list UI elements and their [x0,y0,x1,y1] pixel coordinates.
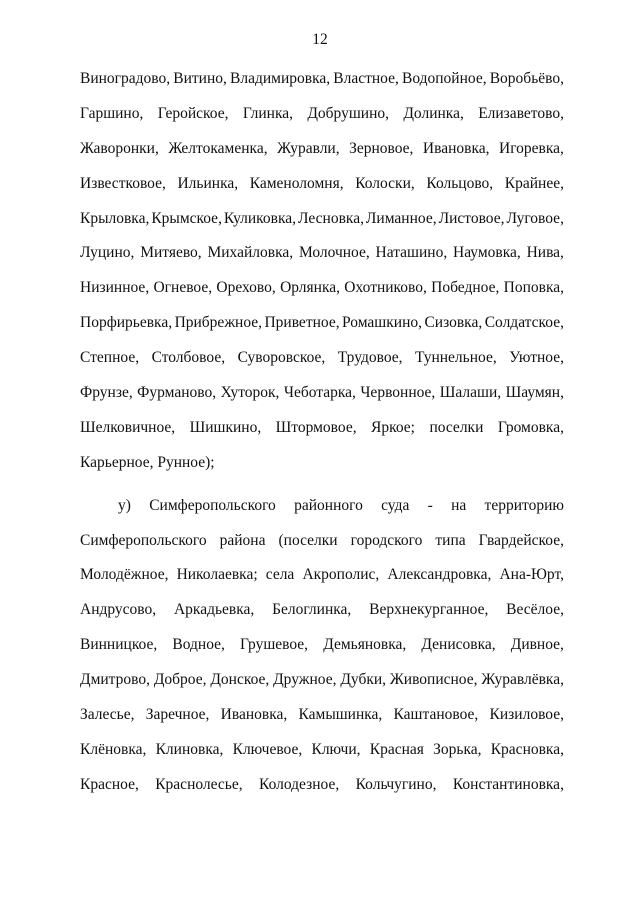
text-line [80,773,564,808]
word: Ивановка, [220,706,288,724]
paragraph-closing-line [80,451,564,486]
text-line [80,207,564,242]
text-line [80,381,564,416]
word: Витино, [173,70,227,87]
word: Ключевое, [232,740,303,758]
text-line-content: Карьерное, Рунное); [80,453,215,471]
word: Лиманное, [365,209,437,227]
word: Фурманово, [137,384,217,402]
word: Воробьёво, [489,70,564,87]
word: на [451,496,467,514]
word: Глинка, [242,104,293,122]
word: Победное, [431,279,500,297]
word: Весёлое, [506,601,564,619]
word: Хуторок, [220,384,280,402]
word: Шелковичное, [80,418,176,436]
word: Зерновое, [349,139,414,157]
word: села [265,566,295,584]
word: Червонное, [360,384,436,402]
text-line [80,494,564,529]
word: Яркое; [371,418,415,436]
word: Кольцово, [426,174,494,192]
word: Шалаши, [439,384,502,402]
word: Каштановое, [393,706,479,724]
word: Молодёжное, [80,566,169,584]
text-line [80,598,564,633]
word: Ивановка, [422,139,490,157]
word: района [219,531,266,549]
word: типа [435,531,466,549]
word: Орехово, [216,279,276,297]
word: Дмитрово, [80,671,150,689]
word: Журавлёвка, [481,671,564,689]
text-line [80,563,564,598]
text-line [80,529,564,564]
text-line [80,311,564,346]
word: Андрусово, [80,601,157,619]
word: Прибрежное, [174,314,263,332]
word: Орлянка, [280,279,341,297]
word: Александровка, [387,566,492,584]
word: Залесье, [80,706,135,724]
word: Клёновка, [80,740,147,758]
word: городского [350,531,423,549]
word: районного [294,496,363,514]
word: Живописное, [389,671,478,689]
word: Каменоломня, [249,174,344,192]
word: Михайловка, [207,244,294,262]
word: Колодезное, [259,775,340,793]
page-number: 12 [312,31,328,48]
word: Денисовка, [421,636,496,654]
word: Клиновка, [155,740,224,758]
word: Крыловка, [80,209,150,227]
text-line [80,633,564,668]
text-line [80,703,564,738]
word: Долинка, [403,104,464,122]
text-line [80,241,564,276]
word: Луцино, [80,244,135,262]
word: Штормовое, [275,418,357,436]
text-line [80,276,564,311]
word: Ромашкино, [342,314,422,332]
word: Винницкое, [80,636,158,654]
text-line [80,172,564,207]
word: Дружное, [273,671,337,689]
text-line [80,668,564,703]
word: Симферопольского [149,496,276,514]
word: Желтокаменка, [168,139,268,157]
word: Гаршино, [80,104,144,122]
word: Молочное, [298,244,370,262]
word: Красновка, [490,740,564,758]
word: Ана-Юрт, [499,566,564,584]
word: Степное, [80,349,140,367]
word: Луговое, [506,209,564,227]
word: Симферопольского [80,531,207,549]
word: Порфирьевка, [80,314,173,332]
text-line [80,346,564,381]
word: Крайнее, [504,174,564,192]
word: Камышинка, [298,706,383,724]
word: Известковое, [80,174,166,192]
word: Добрушино, [307,104,389,122]
word: Белоглинка, [272,601,352,619]
word: Суворовское, [237,349,326,367]
word: Огневое, [153,279,213,297]
word: Митяево, [140,244,202,262]
word: Крымское, [151,209,222,227]
word: Колоски, [355,174,415,192]
word: Низинное, [80,279,150,297]
word: Властное, [333,70,399,87]
word: Донское, [210,671,270,689]
word: у) [118,496,131,514]
word: Наумовка, [453,244,521,262]
word: Верхнекурганное, [369,601,489,619]
word: Гвардейское, [478,531,564,549]
word: Зорька, [433,740,482,758]
word: Кольчугино, [355,775,437,793]
word: Туннельное, [415,349,497,367]
word: Доброе, [153,671,207,689]
document-body [80,67,564,808]
word: Краснолесье, [155,775,243,793]
word: суда [381,496,410,514]
word: Водное, [172,636,225,654]
paragraph-village-list [80,67,564,451]
word: Листовое, [438,209,505,227]
word: Куликовка, [223,209,297,227]
word: Аркадьевка, [173,601,255,619]
word: Кизиловое, [489,706,564,724]
word: Шаумян, [505,384,564,402]
word: поселки [429,418,484,436]
word: Ключи, [311,740,361,758]
word: Демьяновка, [323,636,407,654]
text-line [80,67,564,102]
word: территорию [484,496,564,514]
word: Николаевка; [176,566,258,584]
word: Трудовое, [337,349,403,367]
word: Красное, [80,775,139,793]
paragraph-simferopol-court [80,494,564,808]
word: Акрополис, [302,566,380,584]
word: Водопойное, [401,70,487,87]
word: Владимировка, [230,70,331,87]
word: Лесновка, [298,209,364,227]
word: Солдатское, [484,314,564,332]
word: Чеботарка, [283,384,356,402]
text-line [80,137,564,172]
word: Дубки, [340,671,387,689]
word: Грушевое, [240,636,309,654]
word: Охотниково, [344,279,427,297]
paragraph-spacer [80,486,564,494]
word: Уютное, [509,349,564,367]
word: Поповка, [503,279,564,297]
word: Заречное, [145,706,210,724]
word: Елизаветово, [478,104,564,122]
word: Наташино, [375,244,448,262]
word: Красная [369,740,424,758]
word: Дивное, [510,636,564,654]
word: Игоревка, [499,139,564,157]
word: Приветное, [264,314,340,332]
word: Журавли, [277,139,340,157]
word: Шишкино, [189,418,262,436]
word: Ильинка, [177,174,239,192]
text-line [80,738,564,773]
word: Геройское, [157,104,229,122]
word: - [427,496,433,514]
word: Виноградово, [80,70,171,87]
word: (поселки [278,531,338,549]
word: Нива, [526,244,564,262]
word: Жаворонки, [80,139,159,157]
text-line [80,102,564,137]
word: Громовка, [497,418,564,436]
text-line [80,416,564,451]
word: Сизовка, [424,314,483,332]
word: Фрунзе, [80,384,133,402]
word: Константиновка, [452,775,564,793]
word: Столбовое, [151,349,226,367]
